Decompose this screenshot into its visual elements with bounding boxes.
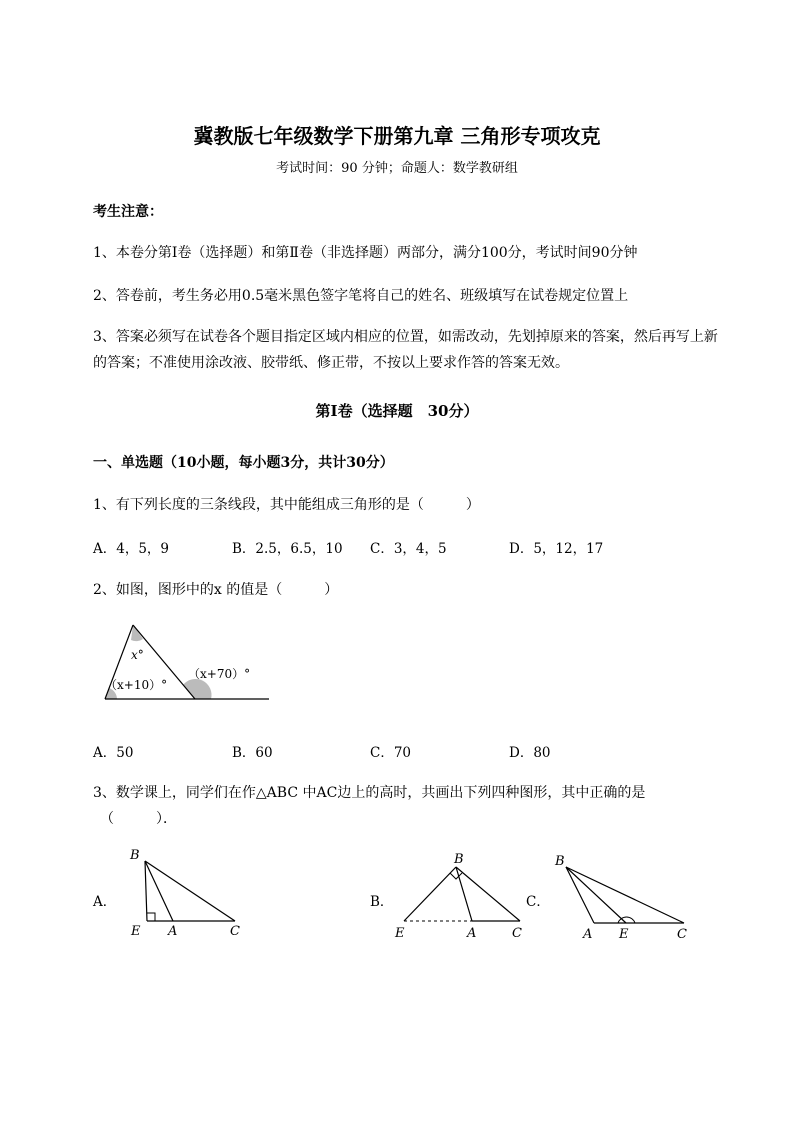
svg-text:E: E [131, 924, 141, 939]
q2-option-a[interactable]: A．50 [93, 745, 134, 761]
notice-item-3: 3、答案必须写在试卷各个题目指定区域内相应的位置，如需改动，先划掉原来的答案，然后再写上新 [93, 329, 718, 345]
q2-option-c[interactable]: C．70 [370, 745, 412, 761]
angle-ext-label: （x+70）° [188, 667, 251, 681]
svg-text:A: A [583, 927, 593, 942]
svg-text:C: C [230, 924, 240, 939]
q1-option-b[interactable]: B．2.5，6.5，10 [232, 541, 343, 557]
svg-text:A: A [467, 926, 477, 941]
svg-text:B: B [130, 848, 140, 863]
svg-text:B: B [555, 854, 565, 869]
svg-text:E: E [395, 926, 405, 941]
svg-text:E: E [619, 927, 629, 942]
angle-top-shade [131, 625, 143, 641]
q3-stem: 3、数学课上，同学们在作△ABC 中AC边上的高时，共画出下列四种图形，其中正确的是 [93, 785, 646, 801]
notice-item-2: 2、答卷前，考生务必用0.5毫米黑色签字笔将自己的姓名、班级填写在试卷规定位置上 [93, 288, 629, 304]
notice-item-3-cont: 的答案；不准使用涂改液、胶带纸、修正带，不按以上要求作答的答案无效。 [93, 355, 569, 371]
svg-text:B: B [454, 852, 464, 867]
q3-figure-a [125, 845, 250, 945]
notice-item-1: 1、本卷分第Ⅰ卷（选择题）和第Ⅱ卷（非选择题）两部分，满分100分，考试时间90分钟 [93, 245, 638, 261]
q3-figure-b [390, 845, 535, 945]
section-heading: 一、单选题（10小题，每小题3分，共计30分） [93, 455, 394, 471]
q2-option-d[interactable]: D．80 [509, 745, 551, 761]
svg-text:C: C [512, 926, 522, 941]
q1-option-d[interactable]: D．5，12，17 [509, 541, 604, 557]
q3-option-a-label[interactable]: A． [93, 894, 117, 910]
q3-figure-c [550, 845, 700, 945]
svg-text:C: C [677, 927, 687, 942]
notice-heading: 考生注意： [93, 204, 163, 220]
angle-top-label: x° [131, 648, 144, 662]
q3-option-b-label[interactable]: B． [370, 894, 394, 910]
q1-option-c[interactable]: C．3，4，5 [370, 541, 447, 557]
q1-option-a[interactable]: A．4，5，9 [93, 541, 170, 557]
angle-left-label: （x+10）° [105, 678, 168, 692]
svg-text:A: A [168, 924, 178, 939]
exam-info: 考试时间：90 分钟；命题人：数学教研组 [276, 161, 518, 176]
q3-stem-cont: （ ）． [100, 811, 177, 827]
q1-stem: 1、有下列长度的三条线段，其中能组成三角形的是（ ） [93, 497, 480, 513]
q2-triangle-figure [95, 615, 280, 710]
part1-title: 第Ⅰ卷（选择题 30分） [315, 402, 479, 420]
page-title: 冀教版七年级数学下册第九章 三角形专项攻克 [193, 124, 601, 148]
q2-stem: 2、如图，图形中的x 的值是（ ） [93, 582, 339, 598]
q3-option-c-label[interactable]: C． [526, 894, 550, 910]
q2-option-b[interactable]: B．60 [232, 745, 273, 761]
